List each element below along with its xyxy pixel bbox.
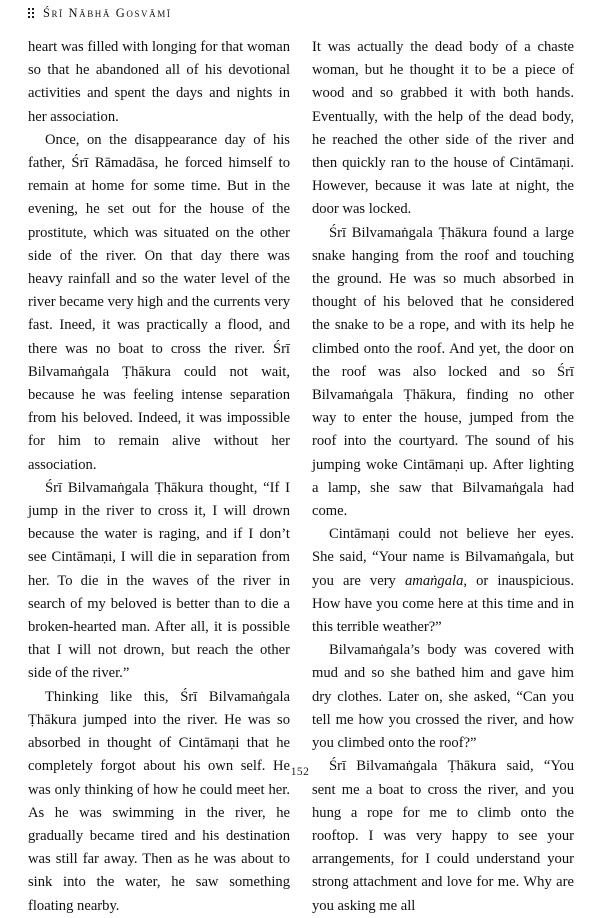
paragraph bbox=[312, 523, 574, 639]
paragraph: It was actually the dead body of a chaste woman, but he thought it to be a piece of wood and so grabbed it with both hands. Eventually, with the help of the dead body, he reached the other side of the river and then quickly ran to the house of Cintāmaṇi. However, because it was late at night, the door was locked. bbox=[312, 39, 574, 218]
paragraph: Śrī Bilvamaṅgala Ṭhākura thought, “If I jump in the river to cross it, I will drown because the water is raging, and if I don’t see Cintāmaṇi, I will die in separation from her. To die in the waves of the river in search of my beloved is better than to die a broken-hearted man. After all, it is possible that I will not drown, but reach the other side of the river.” bbox=[28, 479, 290, 682]
page-number: 152 bbox=[290, 766, 310, 778]
text-run: Cintāmaṇi could not believe her eyes. She said, “Your name is Bilvamaṅgala, but you are very bbox=[312, 526, 574, 589]
text-run: , or inauspicious. How have you come here at this time and in this terrible weather?” bbox=[312, 572, 574, 636]
italic-term: amaṅgala bbox=[404, 572, 464, 589]
running-head-title: Śrī Nābhā Gosvāmī bbox=[43, 5, 172, 20]
paragraph: Śrī Bilvamaṅgala Ṭhākura found a large snake hanging from the roof and touching the ground. He was so much absorbed in thought of his beloved that he considered the snake to be a rope, and with its help he climbed onto the roof. And yet, the door on the roof was also locked and so Śrī Bilvamaṅgala Ṭhākura, finding no other way to enter the house, jumped from the roof into the courtyard. The sound of his jumping woke Cintāmaṇi up. After lighting a lamp, she saw that Bilvamaṅgala had come. bbox=[312, 224, 574, 520]
right-column bbox=[312, 36, 574, 914]
paragraph: Śrī Bilvamaṅgala Ṭhākura said, “You sent me a boat to cross the river, and you hung a rope for me to climb onto the rooftop. I was very happy to see your arrangements, for I could understand your strong attachment and love for me. Why are you asking me all bbox=[312, 758, 574, 914]
paragraph: Bilvamaṅgala’s body was covered with mud and so she bathed him and gave him dry clothes. Later on, she asked, “Can you tell me how you crossed the river, and how you climbed onto the roof?” bbox=[312, 642, 574, 752]
left-column bbox=[28, 36, 290, 914]
four-dot-ornament-icon bbox=[28, 8, 36, 19]
running-head bbox=[28, 4, 171, 22]
paragraph: Once, on the disappearance day of his father, Śrī Rāmadāsa, he forced himself to remain at home for some time. But in the evening, he set out for the house of the prostitute, which was situated on the other side of the river. On that day there was heavy rainfall and so the water level of the river became very high and the currents very fast. Ineed, it was practically a flood, and there was no boat to cross the river. Śrī Bilvamaṅgala Ṭhākura could not wait, because he was feeling intense separation from his beloved. Indeed, it was impossible for him to remain alive without her association. bbox=[28, 131, 290, 473]
paragraph: heart was filled with longing for that woman so that he abandoned all of his devotional activities and spent the days and nights in her association. bbox=[28, 39, 290, 125]
paragraph: Thinking like this, Śrī Bilvamaṅgala Ṭhākura jumped into the river. He was so absorbed in thought of Cintāmaṇi that he completely forgot about his own self. He was only thinking of how he could meet her. As he was swimming in the river, he gradually became tired and his destination was still far away. Then as he was about to sink into the water, he saw something floating nearby. bbox=[28, 688, 290, 914]
